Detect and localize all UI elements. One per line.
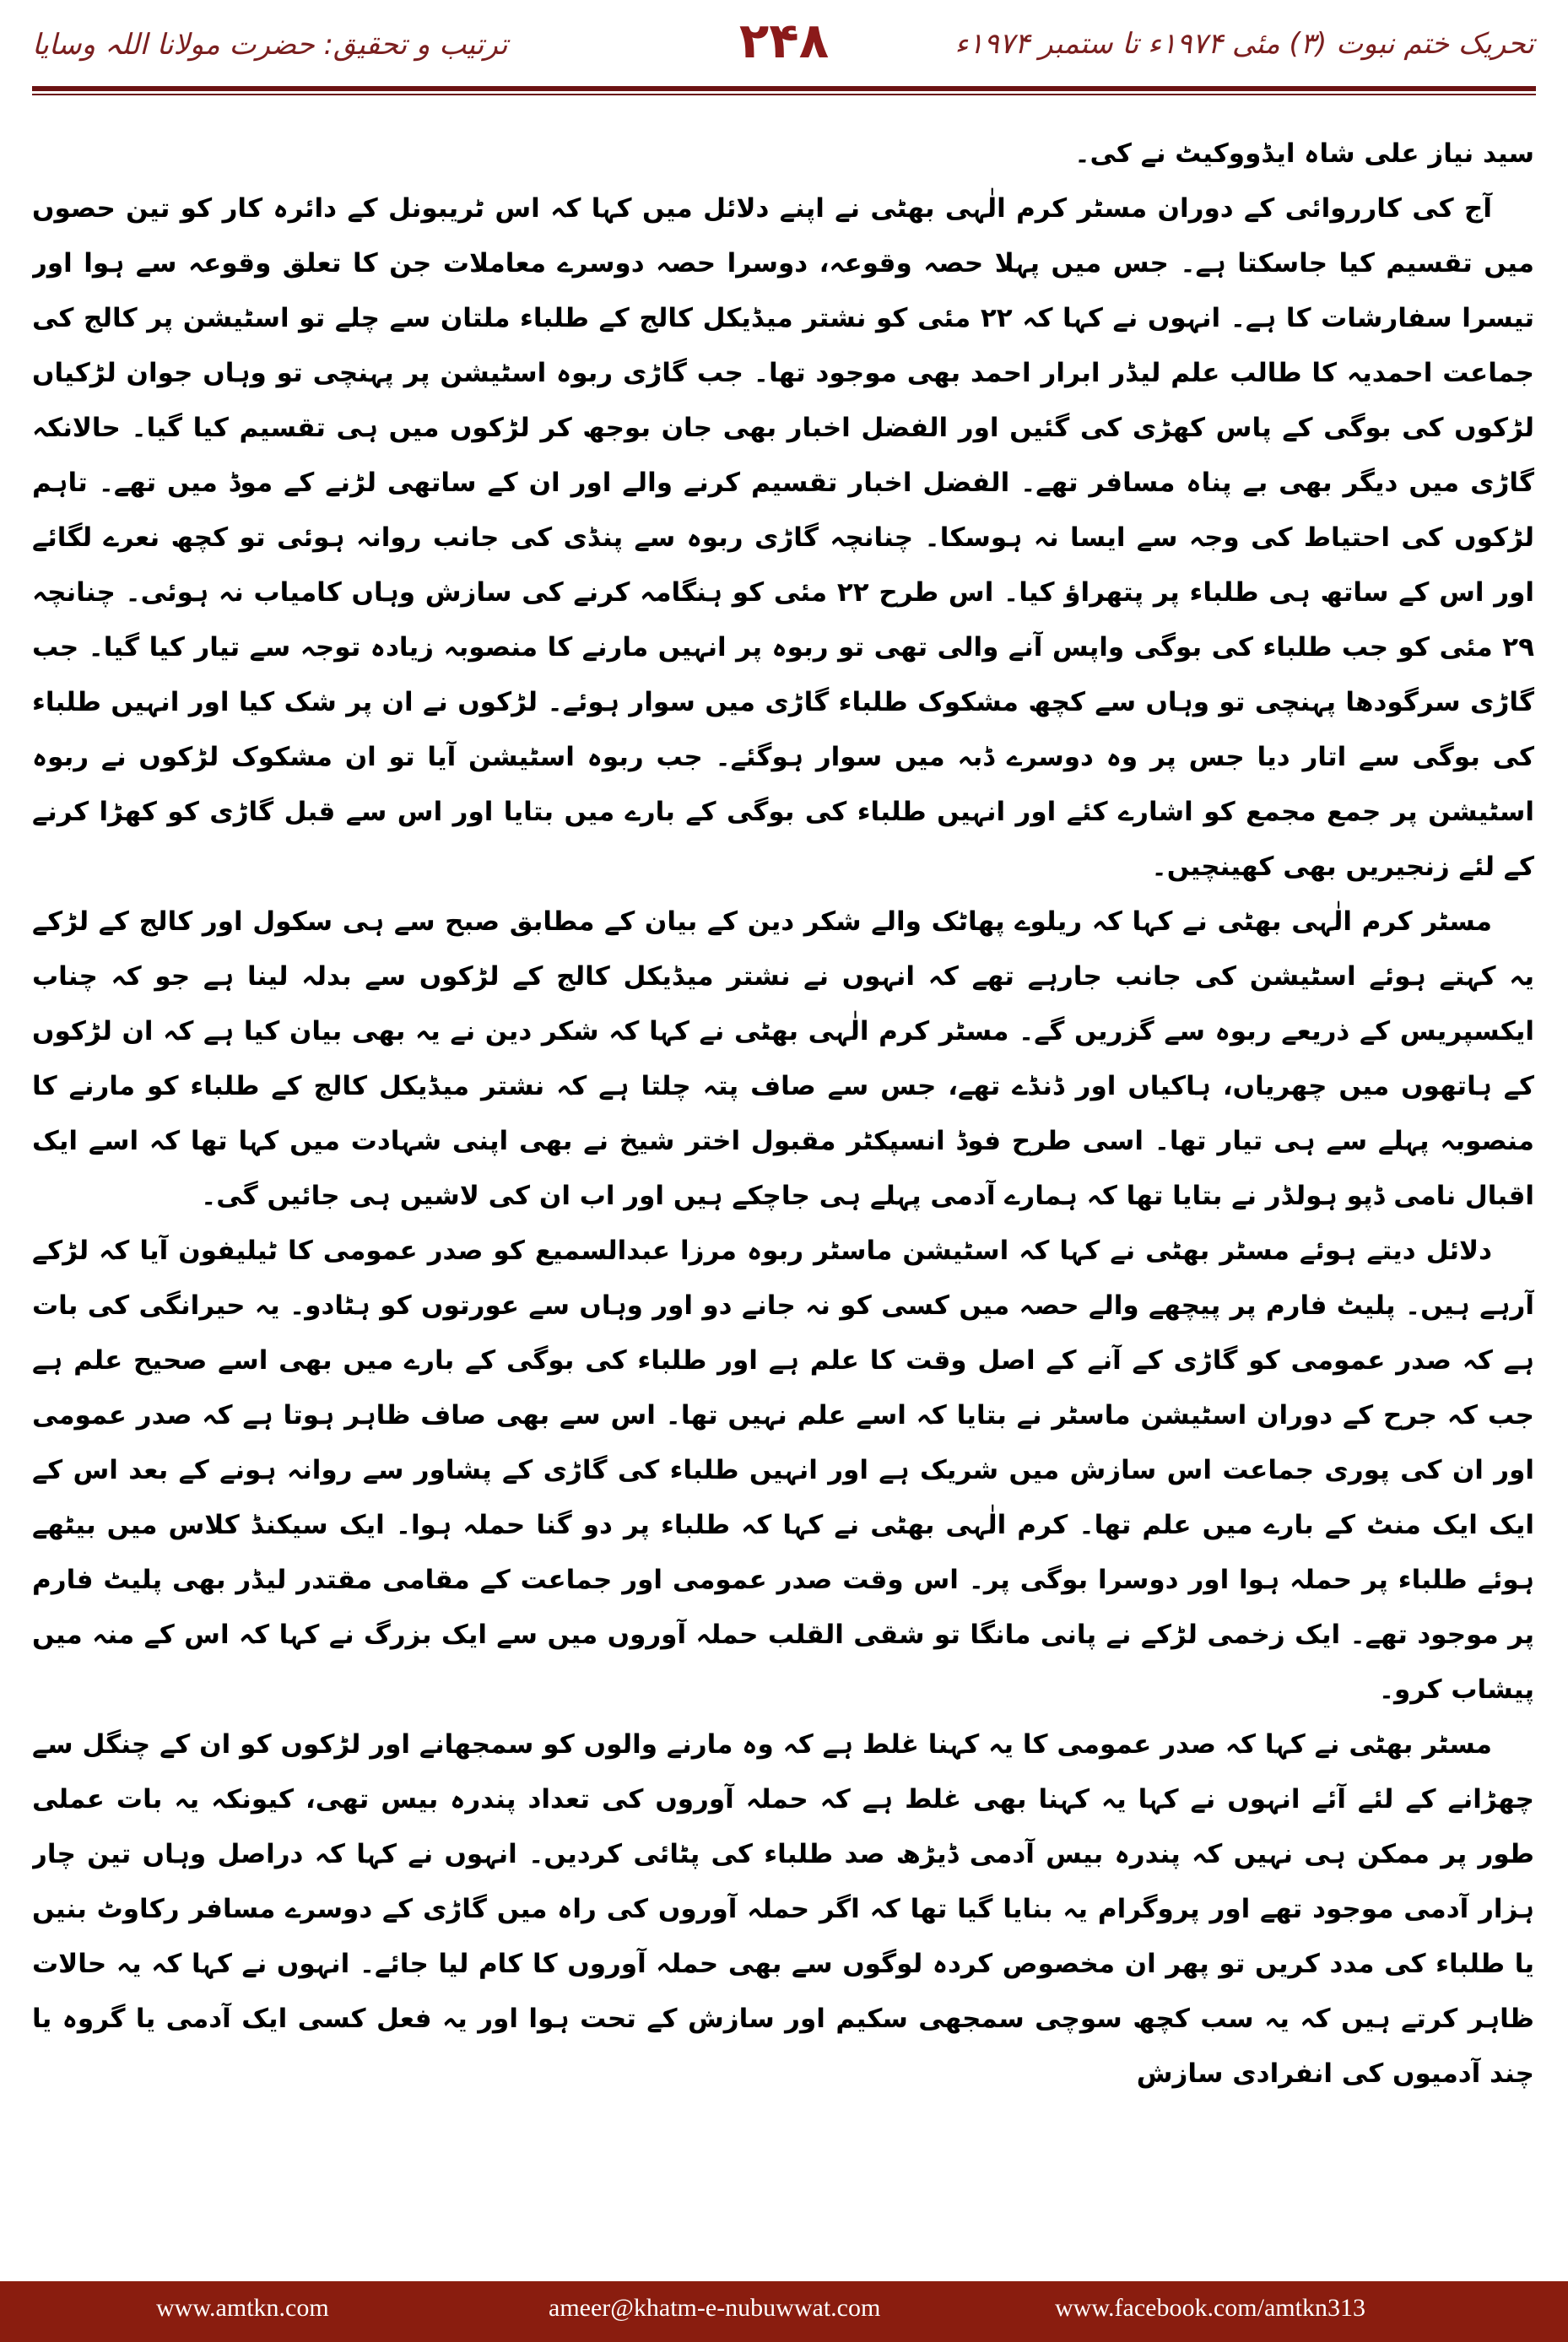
page-header	[0, 0, 1568, 93]
page-footer	[0, 2279, 1568, 2342]
page-number: ۲۴۸	[738, 12, 830, 69]
compiler-credit: ترتیب و تحقیق: حضرت مولانا اللہ وسایا	[32, 28, 508, 62]
email-link[interactable]: ameer@khatm-e-nubuwwat.com	[549, 2294, 881, 2322]
page-body	[32, 127, 1534, 2237]
paragraph-4: دلائل دیتے ہوئے مسٹر بھٹی نے کہا کہ اسٹیشن ماسٹر ربوہ مرزا عبدالسمیع کو صدر عمومی کا ٹیلیفون آیا کہ لڑکے آرہے ہیں۔ پلیٹ فارم پر پیچھے والے حصہ میں کسی کو نہ جانے دو اور وہاں سے عورتوں کو ہٹادو۔ یہ حیرانگی کی بات ہے کہ صدر عمومی کو گاڑی کے آنے کے اصل وقت کا علم ہے اور طلباء کی بوگی کے بارے میں بھی اسے صحیح علم ہے جب کہ جرح کے دوران اسٹیشن ماسٹر نے بتایا کہ اسے علم نہیں تھا۔ اس سے بھی صاف ظاہر ہوتا ہے کہ صدر عمومی اور ان کی پوری جماعت اس سازش میں شریک ہے اور انہیں طلباء کی گاڑی کے پشاور سے روانہ ہونے کے بعد اس کے ایک ایک منٹ کے بارے میں علم تھا۔ کرم الٰہی بھٹی نے کہا کہ طلباء پر دو گنا حملہ ہوا۔ ایک سیکنڈ کلاس میں بیٹھے ہوئے طلباء پر حملہ ہوا اور دوسرا بوگی پر۔ اس وقت صدر عمومی اور جماعت کے مقامی مقتدر لیڈر بھی پلیٹ فارم پر موجود تھے۔ ایک زخمی لڑکے نے پانی مانگا تو شقی القلب حملہ آوروں میں سے ایک بزرگ نے کہا کہ اس کے منہ میں پیشاب کرو۔	[32, 1236, 1534, 1705]
paragraph-3: مسٹر کرم الٰہی بھٹی نے کہا کہ ریلوے پھاٹک والے شکر دین کے بیان کے مطابق صبح سے ہی سکول اور کالج کے لڑکے یہ کہتے ہوئے اسٹیشن کی جانب جارہے تھے کہ انہوں نے نشتر میڈیکل کالج کے لڑکوں سے بدلہ لینا ہے جو کہ چناب ایکسپریس کے ذریعے ربوہ سے گزریں گے۔ مسٹر کرم الٰہی بھٹی نے کہا کہ شکر دین نے یہ بھی بیان کیا ہے کہ ان لڑکوں کے ہاتھوں میں چھریاں، ہاکیاں اور ڈنڈے تھے، جس سے صاف پتہ چلتا ہے کہ نشتر میڈیکل کالج کے طلباء کو مارنے کا منصوبہ پہلے سے ہی تیار تھا۔ اسی طرح فوڈ انسپکٹر مقبول اختر شیخ نے بھی اپنی شہادت میں کہا تھا کہ اسے ایک اقبال نامی ڈپو ہولڈر نے بتایا تھا کہ ہمارے آدمی پہلے ہی جاچکے ہیں اور اب ان کی لاشیں ہی جائیں گی۔	[32, 906, 1534, 1211]
footer-divider	[0, 2279, 1568, 2281]
paragraph-5: مسٹر بھٹی نے کہا کہ صدر عمومی کا یہ کہنا غلط ہے کہ وہ مارنے والوں کو سمجھانے اور لڑکوں کو ان کے چنگل سے چھڑانے کے لئے آئے انہوں نے کہا یہ کہنا بھی غلط ہے کہ حملہ آوروں کی تعداد پندرہ بیس تھی، کیونکہ یہ بات عملی طور پر ممکن ہی نہیں کہ پندرہ بیس آدمی ڈیڑھ صد طلباء کی پٹائی کردیں۔ انہوں نے کہا کہ دراصل وہاں تین چار ہزار آدمی موجود تھے اور پروگرام یہ بنایا گیا تھا کہ اگر حملہ آوروں کی راہ میں گاڑی کے دوسرے مسافر رکاوٹ بنیں یا طلباء کی مدد کریں تو پھر ان مخصوص کردہ لوگوں سے بھی حملہ آوروں کا کام لیا جائے۔ انہوں نے کہا کہ یہ حالات ظاہر کرتے ہیں کہ یہ سب کچھ سوچی سمجھی سکیم اور سازش کے تحت ہوا اور یہ فعل کسی ایک آدمی یا گروہ یا چند آدمیوں کی انفرادی سازش	[32, 1729, 1534, 2089]
book-title: تحریک ختم نبوت (۳) مئی ۱۹۷۴ء تا ستمبر ۱۹۷۴ء	[954, 27, 1534, 61]
paragraph-1: سید نیاز علی شاہ ایڈووکیٹ نے کی۔	[1074, 138, 1534, 169]
paragraph-2: آج کی کارروائی کے دوران مسٹر کرم الٰہی بھٹی نے اپنے دلائل میں کہا کہ اس ٹریبونل کے دائرہ کار کو تین حصوں میں تقسیم کیا جاسکتا ہے۔ جس میں پہلا حصہ وقوعہ، دوسرا حصہ دوسرے معاملات جن کا تعلق وقوعہ سے ہوا اور تیسرا سفارشات کا ہے۔ انہوں نے کہا کہ ۲۲ مئی کو نشتر میڈیکل کالج کے طلباء ملتان سے چلے تو اسٹیشن پر کالج کی جماعت احمدیہ کا طالب علم لیڈر ابرار احمد بھی موجود تھا۔ جب گاڑی ربوہ اسٹیشن پر پہنچی تو وہاں جوان لڑکیاں لڑکوں کی بوگی کے پاس کھڑی کی گئیں اور الفضل اخبار بھی جان بوجھ کر لڑکوں میں ہی تقسیم کیا گیا۔ حالانکہ گاڑی میں دیگر بھی بے پناہ مسافر تھے۔ الفضل اخبار تقسیم کرنے والے اور ان کے ساتھی لڑنے کے موڈ میں تھے۔ تاہم لڑکوں کی احتیاط کی وجہ سے ایسا نہ ہوسکا۔ چنانچہ گاڑی ربوہ سے پنڈی کی جانب روانہ ہوئی تو کچھ نعرے لگائے اور اس کے ساتھ ہی طلباء پر پتھراؤ کیا۔ اس طرح ۲۲ مئی کو ہنگامہ کرنے کی سازش وہاں کامیاب نہ ہوئی۔ چنانچہ ۲۹ مئی کو جب طلباء کی بوگی واپس آنے والی تھی تو ربوہ پر انہیں مارنے کا منصوبہ زیادہ توجہ سے تیار کیا گیا۔ جب گاڑی سرگودھا پہنچی تو وہاں سے کچھ مشکوک طلباء گاڑی میں سوار ہوئے۔ لڑکوں نے ان پر شک کیا اور انہیں طلباء کی بوگی سے اتار دیا جس پر وہ دوسرے ڈبہ میں سوار ہوگئے۔ جب ربوہ اسٹیشن آیا تو ان مشکوک لڑکوں نے ربوہ اسٹیشن پر جمع مجمع کو اشارے کئے اور انہیں طلباء کی بوگی کے بارے میں بتایا اور اس سے قبل گاڑی کو کھڑا کرنے کے لئے زنجیریں بھی کھینچیں۔	[32, 193, 1534, 882]
facebook-link[interactable]: www.facebook.com/amtkn313	[1055, 2294, 1365, 2322]
header-divider	[32, 86, 1536, 95]
website-link[interactable]: www.amtkn.com	[156, 2294, 329, 2322]
